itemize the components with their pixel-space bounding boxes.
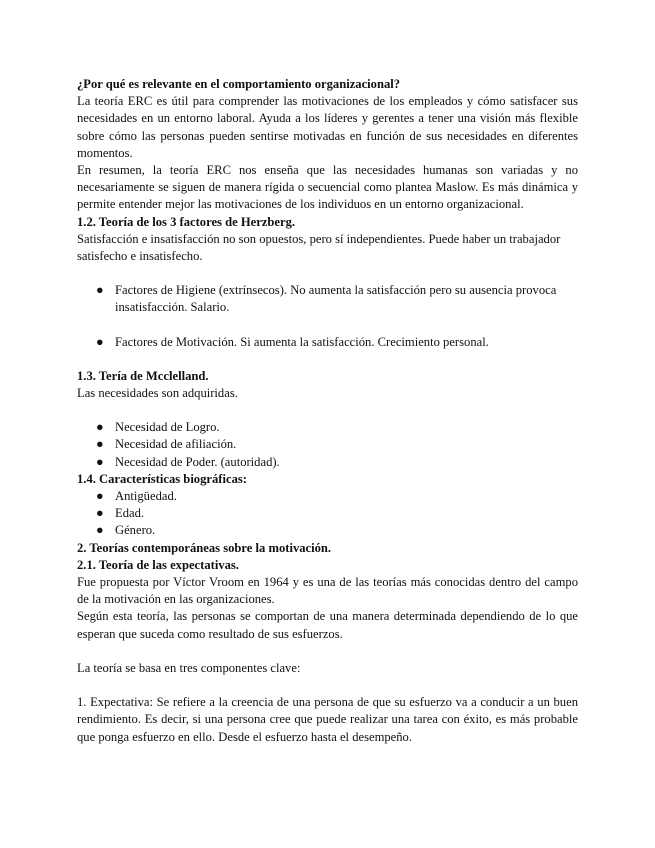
- herzberg-factor-list: [77, 282, 578, 351]
- list-item: [77, 282, 578, 316]
- section-heading-contemporary: 2. Teorías contemporáneas sobre la motivación.: [77, 540, 332, 555]
- list-item-text: Edad.: [115, 506, 145, 521]
- list-item: [77, 522, 578, 539]
- list-item: [77, 488, 578, 505]
- list-item: [77, 334, 578, 351]
- bullet-icon: ●: [96, 454, 104, 469]
- list-item-text: Género.: [115, 523, 156, 538]
- biographic-characteristics-list: [77, 488, 578, 540]
- list-item: [77, 454, 578, 471]
- bullet-icon: ●: [96, 489, 104, 504]
- bullet-icon: ●: [96, 334, 104, 349]
- paragraph-vroom-theory: Según esta teoría, las personas se comportan de una manera determinada dependiendo de lo que esperan que suceda como resultado de sus esfuerzos.: [77, 609, 578, 641]
- bullet-icon: ●: [96, 437, 104, 452]
- list-item-text: Necesidad de afiliación.: [115, 437, 237, 452]
- list-item-text: Antigüedad.: [115, 489, 177, 504]
- list-item-text: Factores de Motivación. Si aumenta la satisfacción. Crecimiento personal.: [115, 334, 489, 349]
- list-item: [77, 419, 578, 436]
- list-item-text: Factores de Higiene (extrínsecos). No aumenta la satisfacción pero su ausencia provoca insatisfacción. Salario.: [115, 283, 557, 315]
- list-item-text: Necesidad de Logro.: [115, 420, 220, 435]
- bullet-icon: ●: [96, 283, 104, 298]
- paragraph-erc-usefulness: La teoría ERC es útil para comprender las motivaciones de los empleados y cómo satisfacer sus necesidades en un entorno laboral. Ayuda a los líderes y gerentes a tener una visión más flexible sobre cómo las personas pueden sentirse motivadas en función de sus necesidades en diferentes momentos.: [77, 94, 578, 160]
- list-item: [77, 436, 578, 453]
- paragraph-herzberg-intro: Satisfacción e insatisfacción no son opuestos, pero sí independientes. Puede haber un trabajador satisfecho e insatisfecho.: [77, 231, 561, 264]
- section-heading-biographic: 1.4. Características biográficas:: [77, 471, 247, 486]
- bullet-icon: ●: [96, 506, 104, 521]
- mcclelland-needs-list: [77, 419, 578, 471]
- list-item-text: Necesidad de Poder. (autoridad).: [115, 454, 280, 469]
- paragraph-expectancy-definition: 1. Expectativa: Se refiere a la creencia de una persona de que su esfuerzo va a conducir a un buen rendimiento. Es decir, si una persona cree que puede realizar una tarea con éxito, es más probable que ponga esfuerzo en ello. Desde el esfuerzo hasta el desempeño.: [77, 695, 578, 744]
- section-heading-expectancy: 2.1. Teoría de las expectativas.: [77, 557, 239, 572]
- bullet-icon: ●: [96, 420, 104, 435]
- bullet-icon: ●: [96, 523, 104, 538]
- paragraph-erc-summary: En resumen, la teoría ERC nos enseña que las necesidades humanas son variadas y no necesariamente se siguen de manera rígida o secuencial como plantea Maslow. Es más dinámica y permite entender mejor las motivaciones de los individuos en un entorno organizacional.: [77, 163, 578, 212]
- paragraph-key-components: La teoría se basa en tres componentes clave:: [77, 660, 301, 675]
- paragraph-vroom-intro: Fue propuesta por Víctor Vroom en 1964 y es una de las teorías más conocidas dentro del campo de la motivación en las organizaciones.: [77, 575, 578, 607]
- list-item: [77, 505, 578, 522]
- section-heading-mcclelland: 1.3. Tería de Mcclelland.: [77, 368, 209, 383]
- section-heading-herzberg: 1.2. Teoría de los 3 factores de Herzberg.: [77, 214, 296, 229]
- section-heading-relevance: ¿Por qué es relevante en el comportamiento organizacional?: [77, 77, 401, 91]
- paragraph-mcclelland-intro: Las necesidades son adquiridas.: [77, 386, 238, 401]
